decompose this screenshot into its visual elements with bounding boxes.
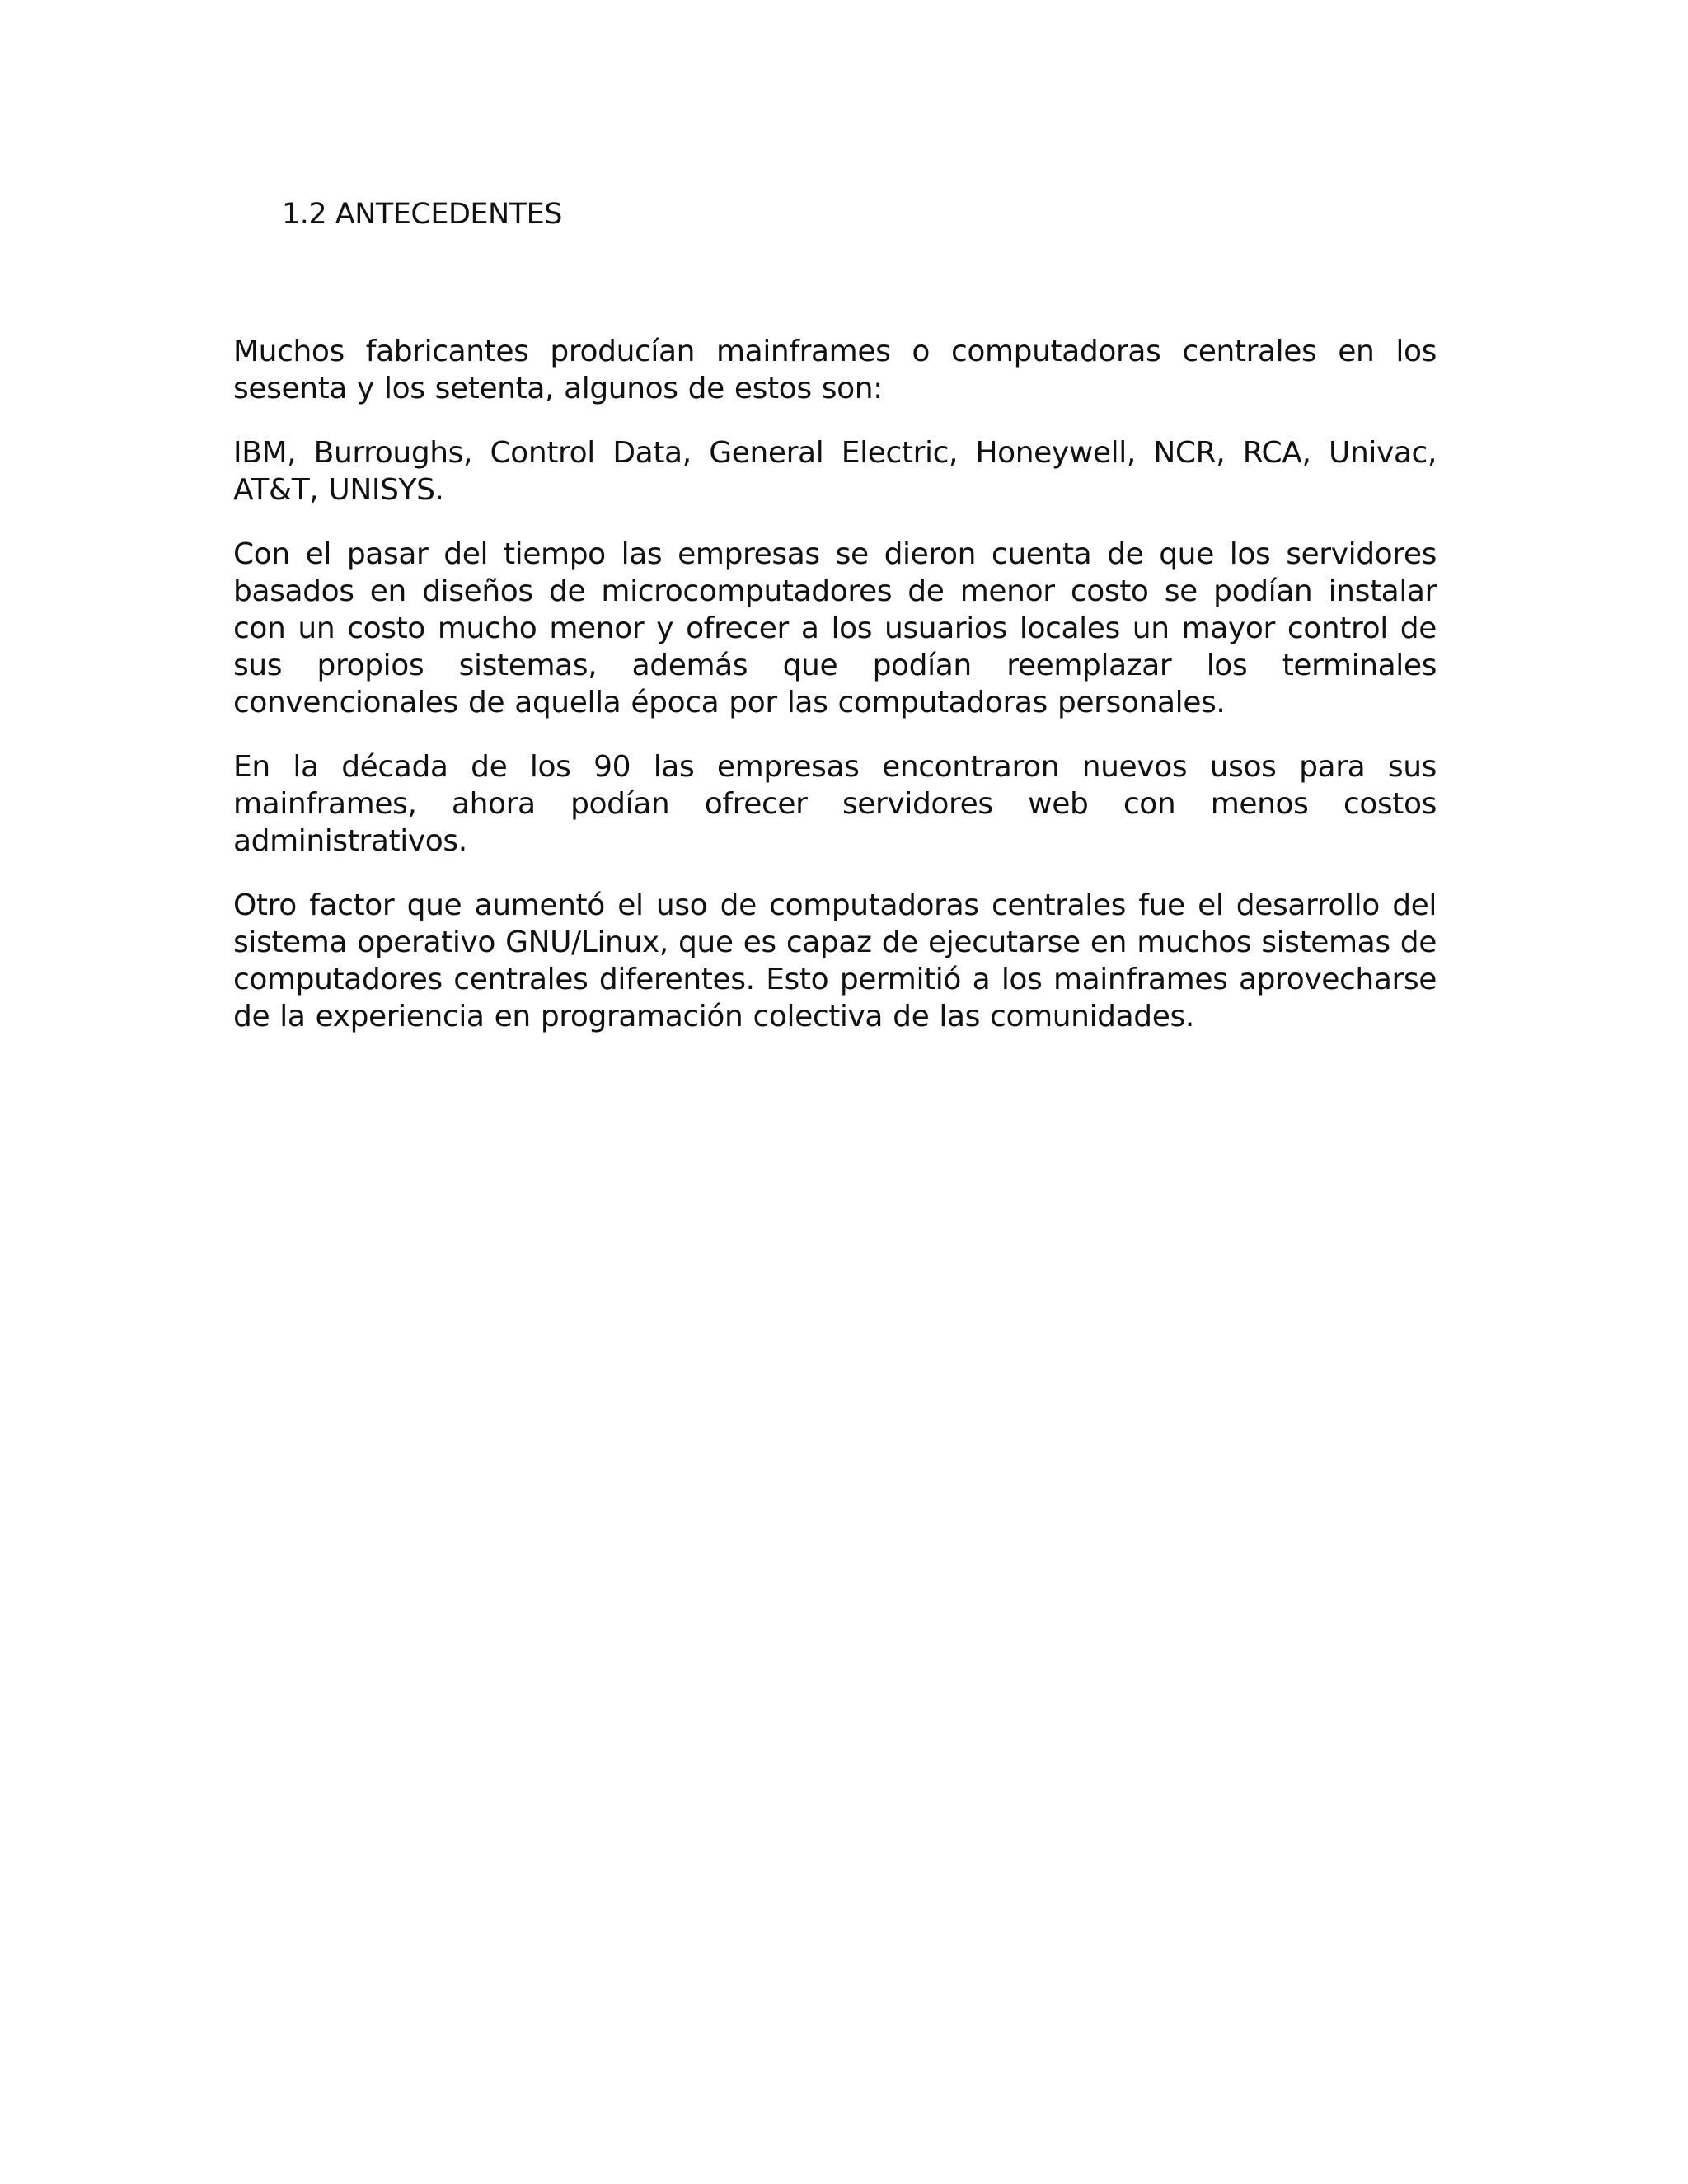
section-heading: 1.2 ANTECEDENTES [282, 198, 562, 231]
paragraph-manufacturers-intro: Muchos fabricantes producían mainframes o computadoras centrales en los sesenta y los setenta, algunos de estos son: [233, 335, 1437, 405]
paragraph-nineties: En la década de los 90 las empresas encontraron nuevos usos para sus mainframes, ahora podían ofrecer servidores web con menos costos administrativos. [233, 750, 1437, 858]
paragraph-microcomputers: Con el pasar del tiempo las empresas se dieron cuenta de que los servidores basados en diseños de microcomputadores de menor costo se podían instalar con un costo mucho menor y ofrecer a los usuarios locales un mayor control de sus propios sistemas, además que podían reemplazar los terminales convencionales de aquella época por las computadoras personales. [233, 537, 1437, 719]
paragraph-gnu-linux: Otro factor que aumentó el uso de computadoras centrales fue el desarrollo del sistema operativo GNU/Linux, que es capaz de ejecutarse en muchos sistemas de computadores centrales diferentes. Esto permitió a los mainframes aprovecharse de la experiencia en programación colectiva de las comunidades. [233, 888, 1437, 1033]
document-body [233, 333, 1437, 1062]
paragraph-manufacturers-list: IBM, Burroughs, Control Data, General Electric, Honeywell, NCR, RCA, Univac, AT&T, UNISYS. [233, 436, 1437, 507]
